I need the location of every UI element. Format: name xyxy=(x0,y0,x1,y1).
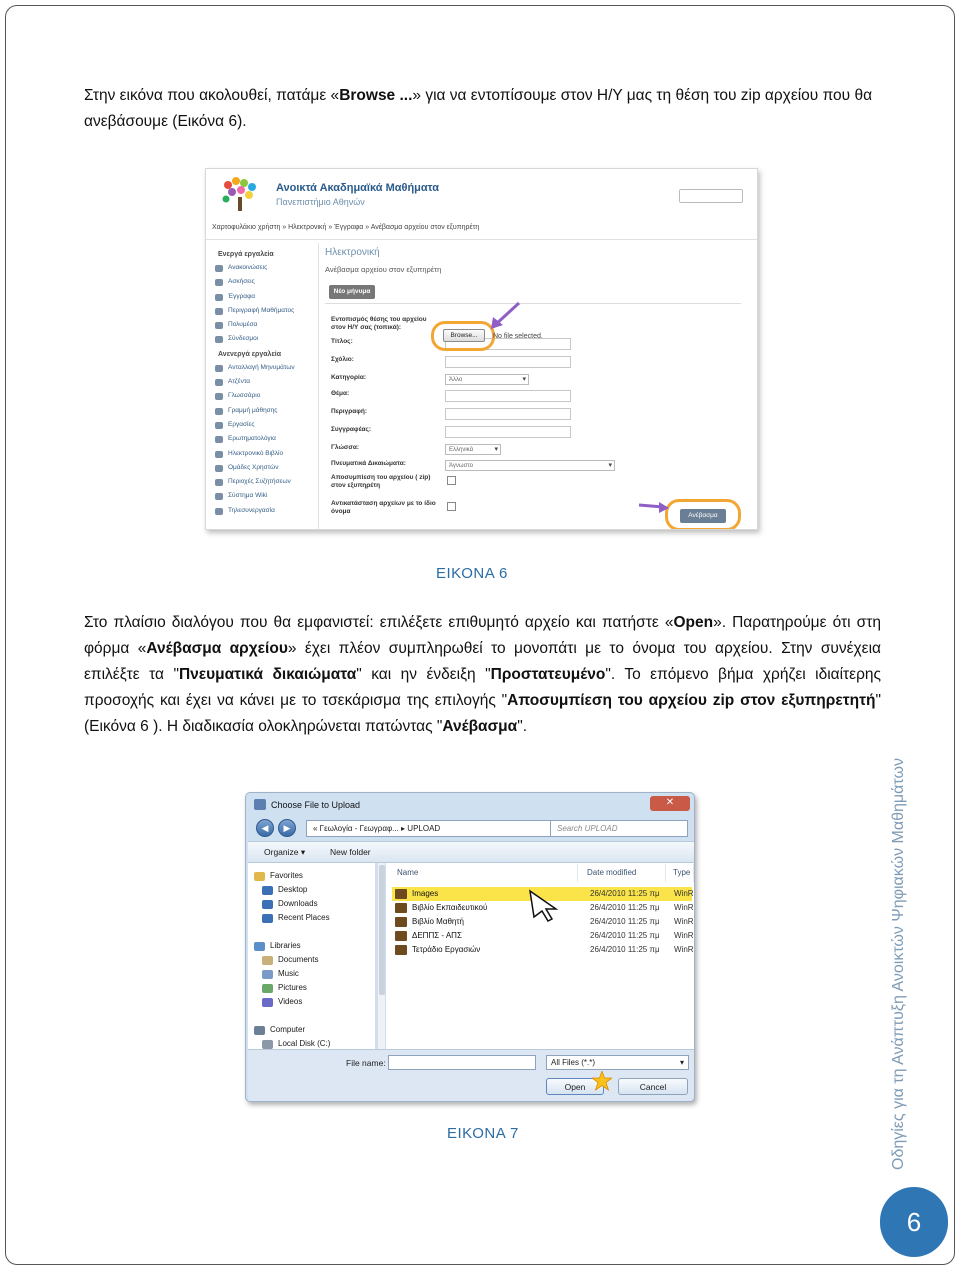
category-label: Κατηγορία: xyxy=(331,374,366,381)
archive-icon xyxy=(395,917,407,927)
tree-item-documents[interactable]: Documents xyxy=(278,955,319,964)
tree-item-desktop[interactable]: Desktop xyxy=(278,885,308,894)
sidebar-item[interactable]: Σύνδεσμοι xyxy=(214,332,322,346)
breadcrumb: Χαρτοφυλάκιο χρήστη » Ηλεκτρονική » Έγγραφα » Ανέβασμα αρχείου στον εξυπηρέτη xyxy=(212,224,480,231)
unzip-label: Αποσυμπίεση του αρχείου ( zip) στον εξυπηρέτη xyxy=(331,474,431,489)
no-file-status: No file selected. xyxy=(493,333,543,340)
replace-checkbox[interactable] xyxy=(447,502,456,511)
tree-item-local-disk[interactable]: Local Disk (C:) xyxy=(278,1039,331,1048)
sidebar-item[interactable]: Τηλεσυνεργασία xyxy=(214,504,322,518)
arrow-pointer-icon xyxy=(637,499,671,515)
organize-button[interactable]: Organize ▾ xyxy=(264,847,306,857)
page-number: 6 xyxy=(880,1187,948,1257)
tree-item-computer[interactable]: Computer xyxy=(270,1025,306,1034)
sidebar-item[interactable]: Γραμμή μάθησης xyxy=(214,404,322,418)
body-paragraph: Στο πλαίσιο διαλόγου που θα εμφανιστεί: επιλέξετε επιθυμητό αρχείο και πατήστε «Open». Παρατηρούμε ότι στη φόρμα «Ανέβασμα αρχείου» έχει πλέον συμπληρωθεί το μονοπάτι με το όνομα του αρχείου. Στην συνέχεια επιλέξτε τα "Πνευματικά δικαιώματα" και ην ένδειξη "Προστατευμένο". Το επόμενο βήμα χρήζει ιδιαίτερης προσοχής και έχει να κάνει με το τσεκάρισμα της επιλογής "Αποσυμπίεση του αρχείου zip στον εξυπηρετητή" (Εικόνα 6 ). Η διαδικασία ολοκληρώνεται πατώντας "Ανέβασμα". xyxy=(84,614,881,735)
column-header-type[interactable]: Type xyxy=(668,864,694,882)
archive-icon xyxy=(395,931,407,941)
tools-sidebar xyxy=(214,247,322,518)
figure-6-caption: ΕΙΚΟΝΑ 6 xyxy=(436,565,508,582)
comment-label: Σχόλιο: xyxy=(331,356,354,363)
unzip-checkbox[interactable] xyxy=(447,476,456,485)
sidebar-item[interactable]: Ατζέντα xyxy=(214,375,322,389)
file-name-label: File name: xyxy=(346,1058,386,1068)
main-subtitle: Ανέβασμα αρχείου στον εξυπηρέτη xyxy=(325,265,442,274)
sidebar-item[interactable]: Ανακοινώσεις xyxy=(214,261,322,275)
close-icon[interactable]: ✕ xyxy=(650,796,690,811)
search-input[interactable]: Search UPLOAD xyxy=(550,820,688,837)
scrollbar-thumb[interactable] xyxy=(379,865,385,995)
sidebar-item[interactable]: Περιοχές Συζητήσεων xyxy=(214,475,322,489)
sidebar-item[interactable]: Πολυμέσα xyxy=(214,318,322,332)
divider xyxy=(206,239,757,240)
figure-6-screenshot xyxy=(205,168,758,530)
forward-icon[interactable]: ▶ xyxy=(278,819,296,837)
site-search-input[interactable] xyxy=(679,189,743,203)
file-type-select[interactable]: All Files (*.*) ▾ xyxy=(546,1055,689,1070)
cursor-hand-icon xyxy=(526,887,562,923)
dialog-footer xyxy=(248,1049,694,1101)
file-row-selected[interactable]: Images 26/4/2010 11:25 πμ WinR xyxy=(392,887,692,901)
subject-label: Θέμα: xyxy=(331,390,350,397)
sidebar-item[interactable]: Ομάδες Χρηστών xyxy=(214,461,322,475)
copyright-select[interactable]: Άγνωστο ▾ xyxy=(445,460,615,471)
subject-input[interactable] xyxy=(445,390,571,402)
side-running-title: Οδηγίες για τη Ανάπτυξη Ανοικτών Ψηφιακών Μαθημάτων xyxy=(890,758,907,1170)
archive-icon xyxy=(395,945,407,955)
sidebar-item[interactable]: Περιγραφή Μαθήματος xyxy=(214,304,322,318)
tree-logo-icon xyxy=(216,175,266,215)
sidebar-item[interactable]: Ασκήσεις xyxy=(214,275,322,289)
author-input[interactable] xyxy=(445,426,571,438)
sidebar-item[interactable]: Εργασίες xyxy=(214,418,322,432)
address-bar[interactable]: « Γεωλογία - Γεωγραφ... ▸ UPLOAD xyxy=(306,820,574,837)
figure-7-screenshot xyxy=(245,792,695,1102)
archive-icon xyxy=(395,889,407,899)
tree-item-recent-places[interactable]: Recent Places xyxy=(278,913,330,922)
sidebar-item[interactable]: Ερωτηματολόγια xyxy=(214,432,322,446)
locate-label: Εντοπισμός θέσης του αρχείου στον Η/Υ σας (τοπικά): xyxy=(331,316,427,331)
upload-form-area xyxy=(318,243,748,530)
file-row[interactable]: Βιβλίο Εκπαιδευτικού 26/4/2010 11:25 πμ WinR xyxy=(392,901,692,915)
copyright-label: Πνευματικά Δικαιώματα: xyxy=(331,460,406,467)
sidebar-item[interactable]: Έγγραφα xyxy=(214,290,322,304)
site-header xyxy=(206,169,757,219)
archive-icon xyxy=(395,903,407,913)
toolbar xyxy=(248,841,694,863)
new-message-button[interactable]: Νέο μήνυμα xyxy=(329,285,375,299)
tree-item-downloads[interactable]: Downloads xyxy=(278,899,318,908)
main-title: Ηλεκτρονική xyxy=(325,247,380,258)
title-label: Τίτλος: xyxy=(331,338,353,345)
sidebar-item[interactable]: Ανταλλαγή Μηνυμάτων xyxy=(214,361,322,375)
scrollbar[interactable] xyxy=(377,863,385,1049)
site-subtitle: Πανεπιστήμιο Αθηνών xyxy=(276,197,365,207)
navigation-pane xyxy=(248,863,376,1049)
replace-label: Αντικατάσταση αρχείων με το ίδιο όνομα xyxy=(331,500,436,515)
language-select[interactable]: Ελληνικά ▾ xyxy=(445,444,501,455)
arrow-pointer-icon xyxy=(487,301,521,331)
tree-item-libraries[interactable]: Libraries xyxy=(270,941,301,950)
figure-7-caption: ΕΙΚΟΝΑ 7 xyxy=(447,1125,519,1142)
tree-item-pictures[interactable]: Pictures xyxy=(278,983,307,992)
sidebar-item[interactable]: Σύστημα Wiki xyxy=(214,489,322,503)
new-folder-button[interactable]: New folder xyxy=(330,847,371,857)
tree-item-favorites[interactable]: Favorites xyxy=(270,871,303,880)
open-button[interactable]: Open xyxy=(546,1078,604,1095)
tree-item-music[interactable]: Music xyxy=(278,969,299,978)
description-input[interactable] xyxy=(445,408,571,420)
file-list xyxy=(386,863,694,1049)
language-label: Γλώσσα: xyxy=(331,444,359,451)
back-icon[interactable]: ◀ xyxy=(256,819,274,837)
inactive-tools-heading: Ανενεργά εργαλεία xyxy=(218,350,282,358)
file-row[interactable]: Βιβλίο Μαθητή 26/4/2010 11:25 πμ WinR xyxy=(392,915,692,929)
file-name-input[interactable] xyxy=(388,1055,536,1070)
sidebar-item[interactable]: Γλωσσάριο xyxy=(214,389,322,403)
cancel-button[interactable]: Cancel xyxy=(618,1078,688,1095)
click-star-icon xyxy=(592,1071,612,1091)
active-tools-heading: Ενεργά εργαλεία xyxy=(218,251,274,258)
file-row[interactable]: Τετράδιο Εργασιών 26/4/2010 11:25 πμ WinR xyxy=(392,943,692,957)
file-row[interactable]: ΔΕΠΠΣ - ΑΠΣ 26/4/2010 11:25 πμ WinR xyxy=(392,929,692,943)
browse-button[interactable]: Browse... xyxy=(443,329,485,342)
sidebar-item[interactable]: Ηλεκτρονικό Βιβλίο xyxy=(214,447,322,461)
intro-paragraph: Στην εικόνα που ακολουθεί, πατάμε «Browse ...» για να εντοπίσουμε στον Η/Υ μας τη θέση του zip αρχείου που θα ανεβάσουμε (Εικόνα 6). xyxy=(84,87,873,130)
browser-icon xyxy=(254,799,266,810)
navigation-bar xyxy=(252,817,688,839)
site-title: Ανοικτά Ακαδημαϊκά Μαθήματα xyxy=(276,182,440,194)
comment-input[interactable] xyxy=(445,356,571,368)
description-label: Περιγραφή: xyxy=(331,408,368,415)
column-header-name[interactable]: Name xyxy=(392,864,578,882)
tree-item-videos[interactable]: Videos xyxy=(278,997,303,1006)
author-label: Συγγραφέας: xyxy=(331,426,372,433)
upload-button[interactable]: Ανέβασμα xyxy=(680,509,726,523)
category-select[interactable]: Άλλο ▾ xyxy=(445,374,529,385)
dialog-title: Choose File to Upload xyxy=(254,796,360,814)
column-header-date[interactable]: Date modified xyxy=(582,864,666,882)
